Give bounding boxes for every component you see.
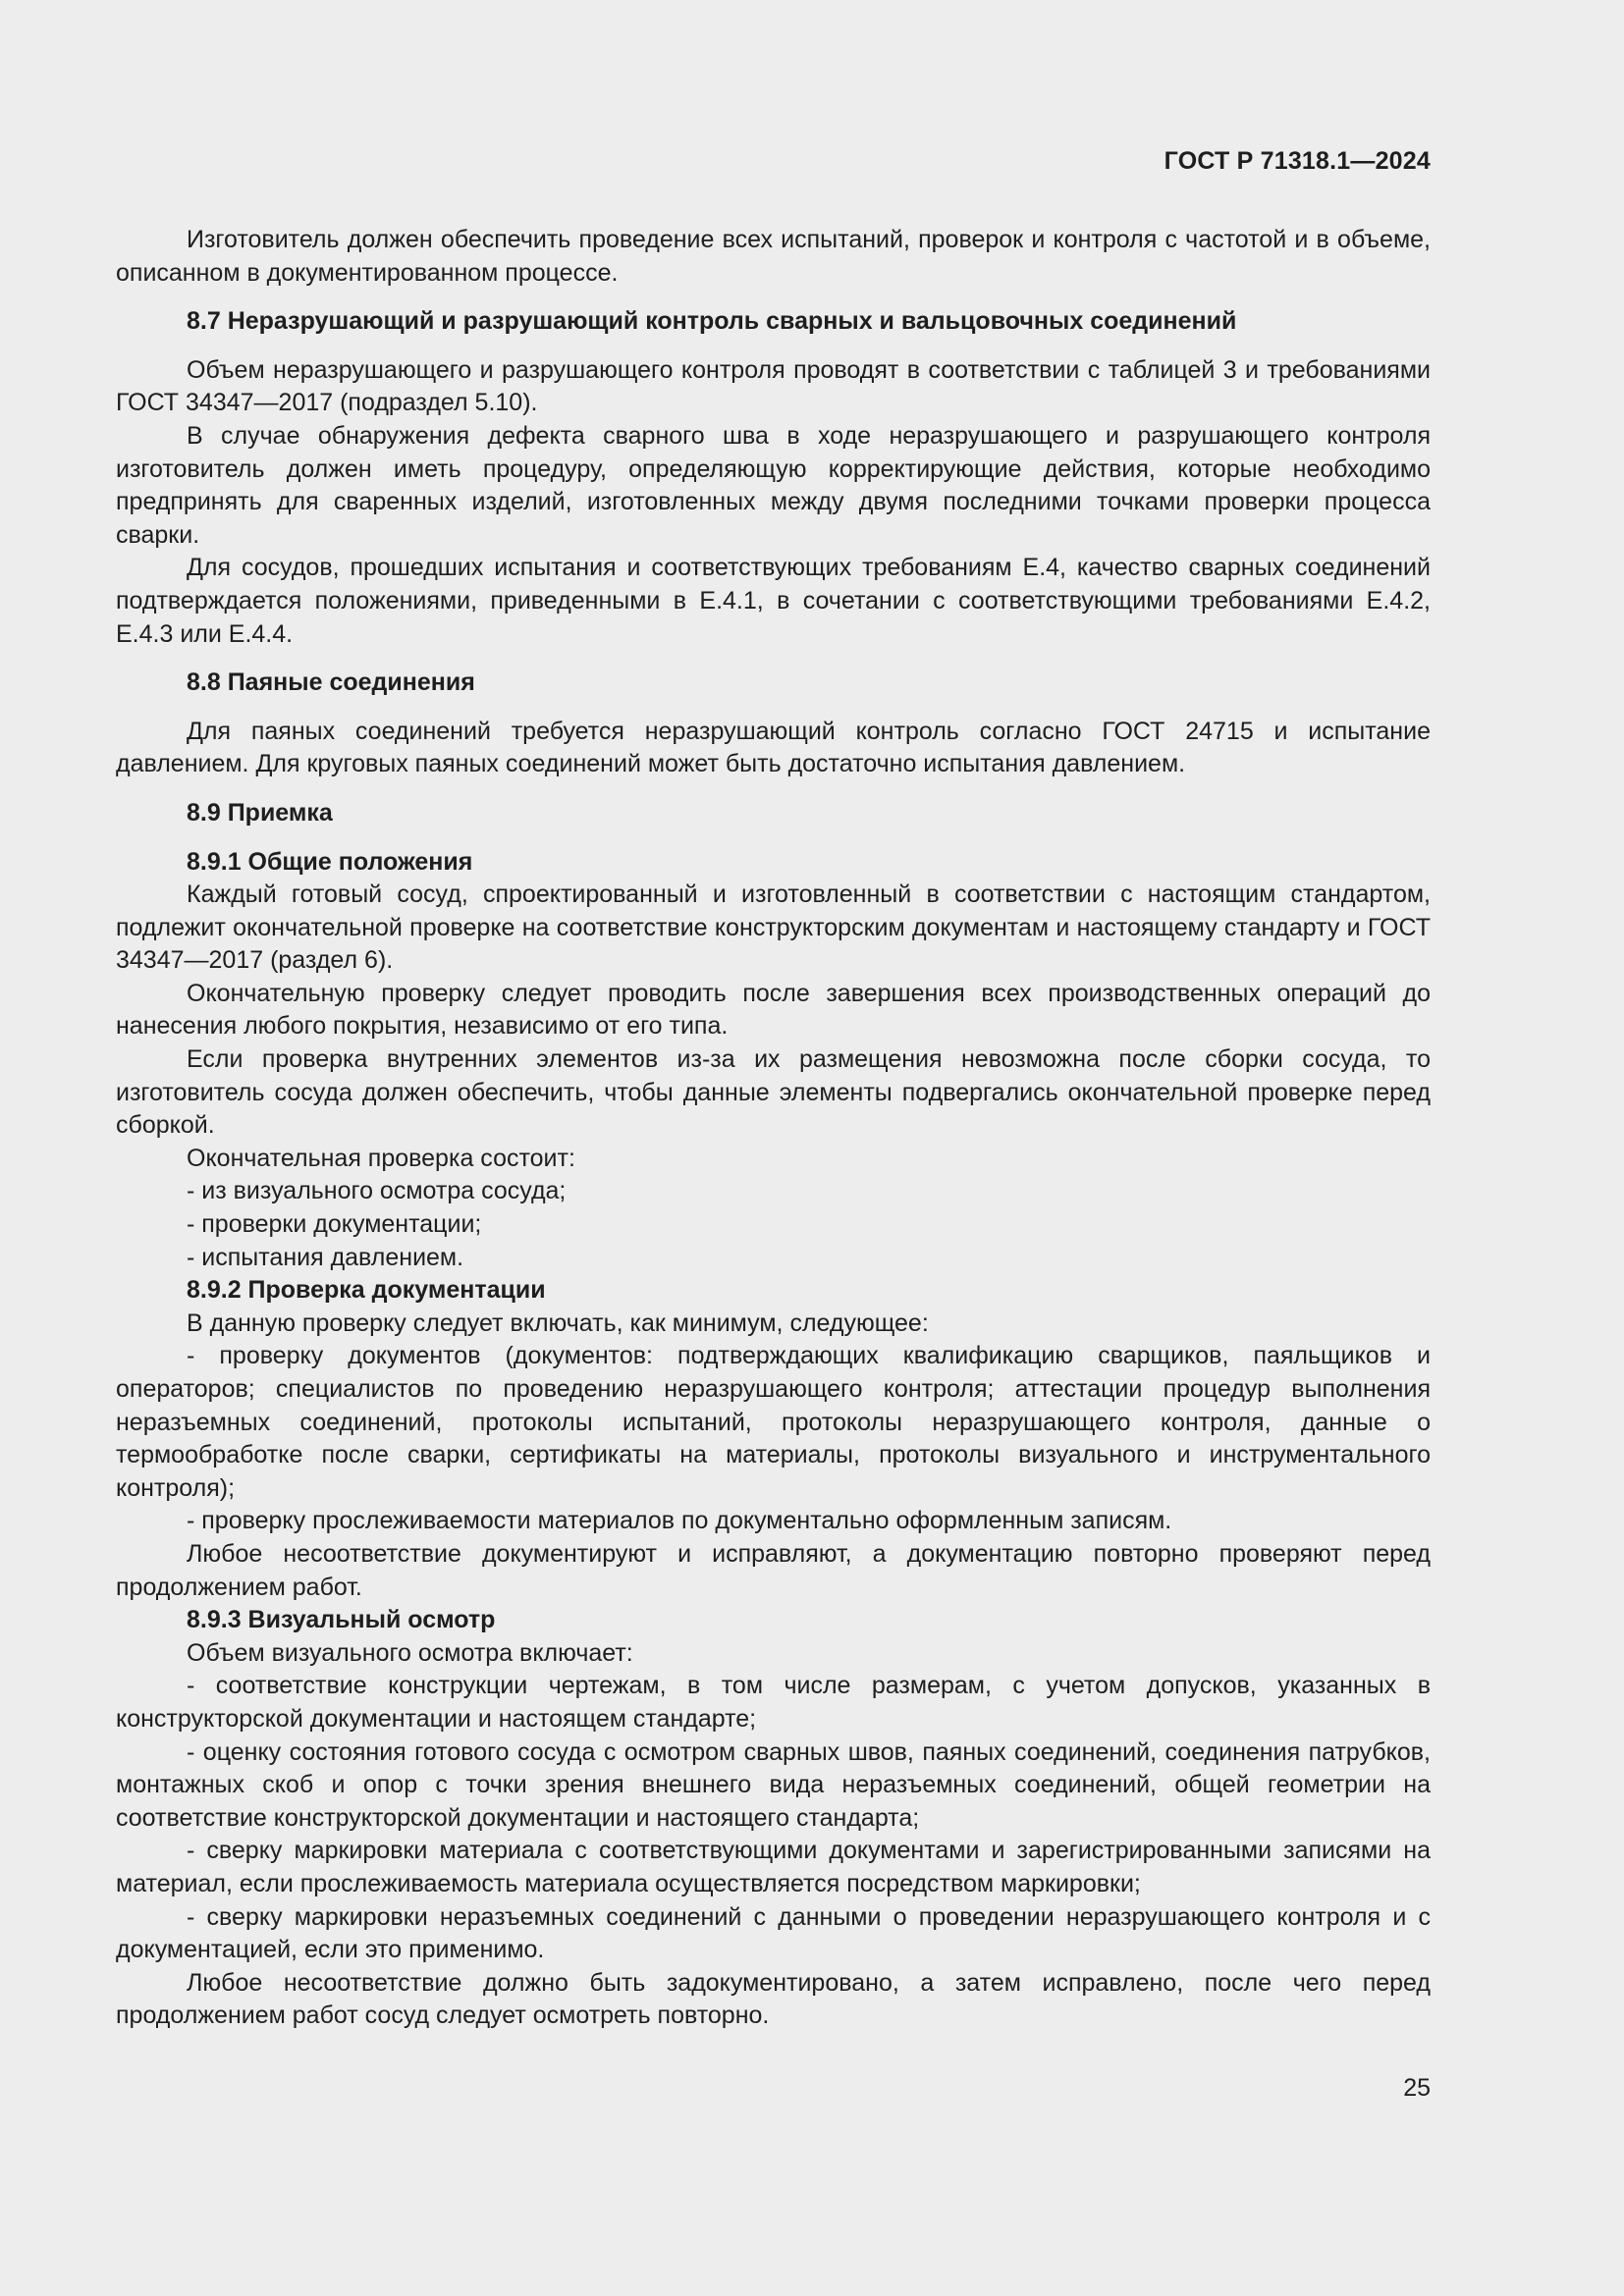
paragraph: Для паяных соединений требуется неразрушающий контроль согласно ГОСТ 24715 и испытание давлением. Для круговых паяных соединений может быть достаточно испытания давлением.: [116, 717, 1431, 778]
subsection-heading-8-9-3: 8.9.3 Визуальный осмотр: [187, 1606, 496, 1634]
section-heading-8-7: 8.7 Неразрушающий и разрушающий контроль сварных и вальцовочных соединений: [187, 307, 1237, 336]
paragraph: В данную проверку следует включать, как минимум, следующее:: [187, 1308, 929, 1337]
paragraph: Объем визуального осмотра включает:: [187, 1638, 633, 1667]
section-heading-8-9: 8.9 Приемка: [187, 798, 333, 827]
subsection-heading-8-9-1: 8.9.1 Общие положения: [187, 847, 473, 876]
list-item: - проверки документации;: [187, 1210, 482, 1239]
subsection-heading-8-9-2: 8.9.2 Проверка документации: [187, 1276, 546, 1305]
list-item: - оценку состояния готового сосуда с осмотром сварных швов, паяных соединений, соединения патрубков, монтажных скоб и опор с точки зрения внешнего вида неразъемных соединений, общей геометрии на соответствие конструкторской документации и настоящего стандарта;: [116, 1737, 1431, 1832]
section-heading-8-8: 8.8 Паяные соединения: [187, 668, 475, 697]
list-item: - соответствие конструкции чертежам, в том числе размерам, с учетом допусков, указанных в конструкторской документации и настоящем стандарте;: [116, 1672, 1431, 1733]
page-number: 25: [1403, 2074, 1431, 2102]
paragraph: Любое несоответствие должно быть задокументировано, а затем исправлено, после чего перед продолжением работ сосуд следует осмотреть повторно.: [116, 1968, 1431, 2030]
document-code: ГОСТ Р 71318.1—2024: [1164, 147, 1431, 175]
paragraph: Для сосудов, прошедших испытания и соответствующих требованиям Е.4, качество сварных соединений подтверждается положениями, приведенными в Е.4.1, в сочетании с соответствующими требованиями Е.4.2, Е.4.3 или Е.4.4.: [116, 554, 1431, 648]
paragraph: Каждый готовый сосуд, спроектированный и изготовленный в соответствии с настоящим стандартом, подлежит окончательной проверке на соответствие конструкторским документам и настоящему стандарту и ГОСТ 34347—2017 (раздел 6).: [116, 881, 1431, 975]
paragraph-intro: Изготовитель должен обеспечить проведение всех испытаний, проверок и контроля с частотой и в объеме, описанном в документированном процессе.: [116, 226, 1431, 287]
paragraph: Любое несоответствие документируют и исправляют, а документацию повторно проверяют перед продолжением работ.: [116, 1539, 1431, 1601]
paragraph: В случае обнаружения дефекта сварного шва в ходе неразрушающего и разрушающего контроля изготовитель должен иметь процедуру, определяющую корректирующие действия, которые необходимо предпринять для сваренных изделий, изготовленных между двумя последними точками проверки процесса сварки.: [116, 421, 1431, 549]
list-item: - сверку маркировки материала с соответствующими документами и зарегистрированными записями на материал, если прослеживаемость материала осуществляется посредством маркировки;: [116, 1837, 1431, 1897]
paragraph: Объем неразрушающего и разрушающего контроля проводят в соответствии с таблицей 3 и требованиями ГОСТ 34347—2017 (подраздел 5.10).: [116, 355, 1431, 417]
paragraph: Окончательную проверку следует проводить после завершения всех производственных операций до нанесения любого покрытия, независимо от его типа.: [116, 979, 1431, 1041]
list-item: - сверку маркировки неразъемных соединений с данными о проведении неразрушающего контроля и с документацией, если это применимо.: [116, 1902, 1431, 1964]
paragraph: Если проверка внутренних элементов из-за их размещения невозможна после сборки сосуда, то изготовитель сосуда должен обеспечить, чтобы данные элементы подвергались окончательной проверке перед сборкой.: [116, 1045, 1431, 1140]
list-item: - проверку прослеживаемости материалов по документально оформленным записям.: [187, 1507, 1172, 1535]
list-item: - из визуального осмотра сосуда;: [187, 1177, 567, 1205]
list-item: - проверку документов (документов: подтверждающих квалификацию сварщиков, паяльщиков и операторов; специалистов по проведению неразрушающего контроля; аттестации процедур выполнения неразъемных соединений, протоколы испытаний, протоколы неразрушающего контроля, данные о термообработке после сварки, сертификаты на материалы, протоколы визуального и инструментального контроля);: [116, 1342, 1431, 1502]
list-item: - испытания давлением.: [187, 1243, 464, 1271]
paragraph: Окончательная проверка состоит:: [187, 1144, 575, 1172]
document-body: [116, 224, 1431, 2033]
